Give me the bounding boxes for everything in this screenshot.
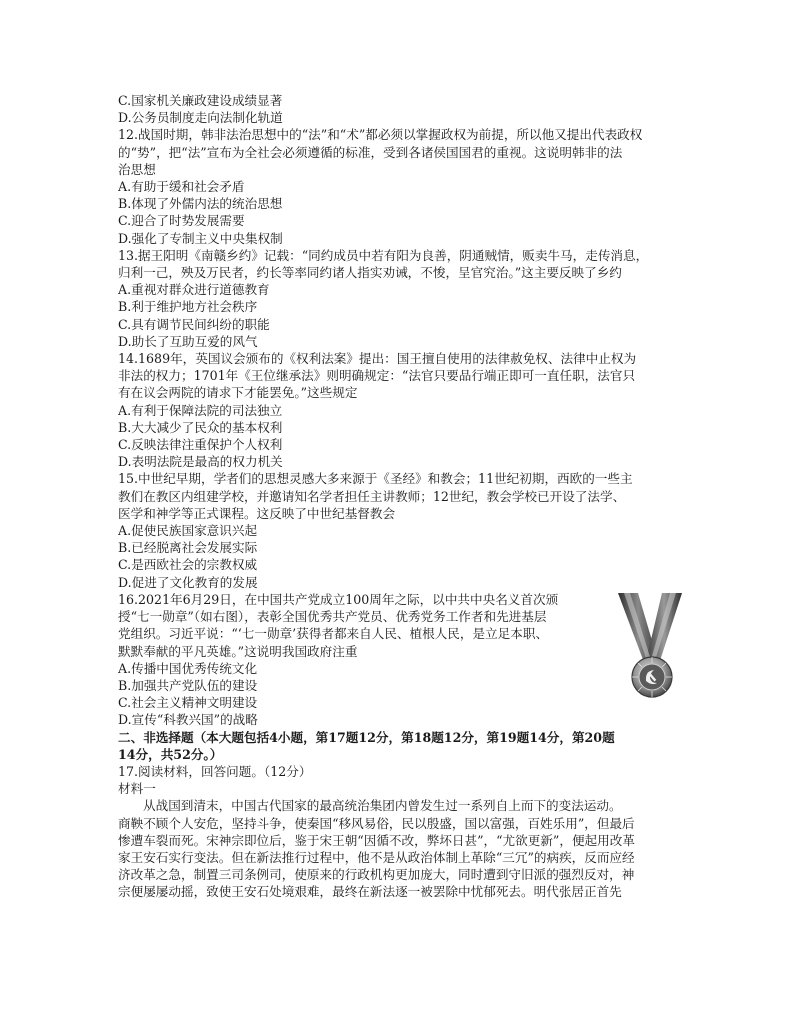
text-line: B.体现了外儒内法的统治思想 [118,196,283,212]
paragraph-line: 宗便屡屡动摇，致使王安石处境艰难，最终在新法逐一被罢除中忧郁死去。明代张居正首先 [118,884,622,900]
text-line: D.促进了文化教育的发展 [118,574,258,590]
text-line: A.传播中国优秀传统文化 [118,660,258,676]
text-line: 医学和神学等正式课程。这反映了中世纪基督教会 [118,505,396,521]
question-16 [118,591,683,729]
text-line: 归利一己，殃及万民者，约长等率同约诸人指实劝诫，不悛，呈官究治。”这主要反映了乡约 [118,265,622,281]
paragraph-line: 从战国到清末，中国古代国家的最高统治集团内曾发生过一系列自上而下的变法运动。 [143,798,622,814]
section-heading-line: 二、非选择题（本大题包括4小题，第17题12分，第18题12分，第19题14分，第20题 [118,729,615,745]
paragraph-line: 商鞅不顾个人安危，坚持斗争，使秦国“移风易俗，民以殷盛，国以富强，百姓乐用”，但最后 [118,815,635,831]
text-line: 16.2021年6月29日，在中国共产党成立100周年之际，以中共中央名义首次颁 [118,591,559,607]
text-line: 非法的权力；1701年《王位继承法》则明确规定：“法官只要品行端正即可一直任职，法官只 [118,368,636,384]
text-line: 授“七一勋章”（如右图），表彰全国优秀共产党员、优秀党务工作者和先进基层 [118,609,547,625]
text-line: C.反映法律注重保护个人权利 [118,437,283,453]
text-line: 党组织。习近平说：“‘七一勋章’获得者都来自人民、植根人民，是立足本职、 [118,626,549,642]
text-line: D.助长了互助互爱的风气 [118,333,258,349]
text-line: B.利于维护地方社会秩序 [118,299,258,315]
section-heading-line: 14分，共52分。） [118,746,223,762]
text-line: A.重视对群众进行道德教育 [118,282,270,298]
text-line: C.国家机关廉政建设成绩显著 [118,93,283,108]
text-line: C.具有调节民间纠纷的职能 [118,316,270,332]
text-line: 治思想 [118,161,156,177]
text-line: D.表明法院是最高的权力机关 [118,454,283,470]
question-prompt: 17.阅读材料，回答问题。（12分） [118,763,312,779]
text-line: B.已经脱离社会发展实际 [118,540,258,556]
question-17 [118,763,683,901]
july-first-medal-image [616,591,684,703]
text-line: C.社会主义精神文明建设 [118,695,258,711]
text-line: 教们在教区内组建学校，并邀请知名学者担任主讲教师；12世纪，教会学校已开设了法学、 [118,488,626,504]
text-line: 15.中世纪早期，学者们的思想灵感大多来源于《圣经》和教会；11世纪初期，西欧的一些主 [118,471,633,487]
section-two-heading [118,729,683,763]
text-line: C.是西欧社会的宗教权威 [118,557,258,573]
text-line: D.强化了专制主义中央集权制 [118,230,283,246]
text-line: A.有助于缓和社会矛盾 [118,179,245,195]
paragraph-line: 济改革之急，制置三司条例司，使原来的行政机构更加庞大，同时遭到守旧派的强烈反对，神 [118,867,635,883]
text-line: A.促使民族国家意识兴起 [118,523,258,539]
text-line: B.加强共产党队伍的建设 [118,677,258,693]
text-line: 的“势”，把“法”宣布为全社会必须遵循的标准，受到各诸侯国国君的重视。这说明韩非的法 [118,144,623,160]
exam-page [118,92,683,901]
material-label: 材料一 [118,781,156,797]
text-line: 12.战国时期，韩非法治思想中的“法”和“术”都必须以掌握政权为前提，所以他又提出代表政权 [118,127,643,143]
text-line: 有在议会两院的请求下才能罢免。”这些规定 [118,385,358,401]
text-line: 14.1689年，英国议会颁布的《权利法案》提出：国王擅自使用的法律赦免权、法律中止权为 [118,351,637,367]
text-line: A.有利于保障法院的司法独立 [118,402,283,418]
text-line: D.公务员制度走向法制化轨道 [118,110,283,126]
paragraph-line: 家王安石实行变法。但在新法推行过程中，他不是从政治体制上革除“三冗”的病疾，反而应经 [118,849,635,865]
text-line: B.大大减少了民众的基本权利 [118,419,283,435]
paragraph-line: 惨遭车裂而死。宋神宗即位后，鉴于宋王朝“因循不改，弊坏日甚”，“尤欲更新”，便起用改革 [118,832,635,848]
text-line: 默默奉献的平凡英雄。”这说明我国政府注重 [118,643,358,659]
questions-11-15 [118,92,683,591]
text-line: 13.据王阳明《南赣乡约》记载：“同约成员中若有阳为良善，阴通贼情，贩卖牛马，走传消息， [118,247,649,263]
text-line: C.迎合了时势发展需要 [118,213,245,229]
text-line: D.宣传“科教兴国”的战略 [118,712,258,728]
